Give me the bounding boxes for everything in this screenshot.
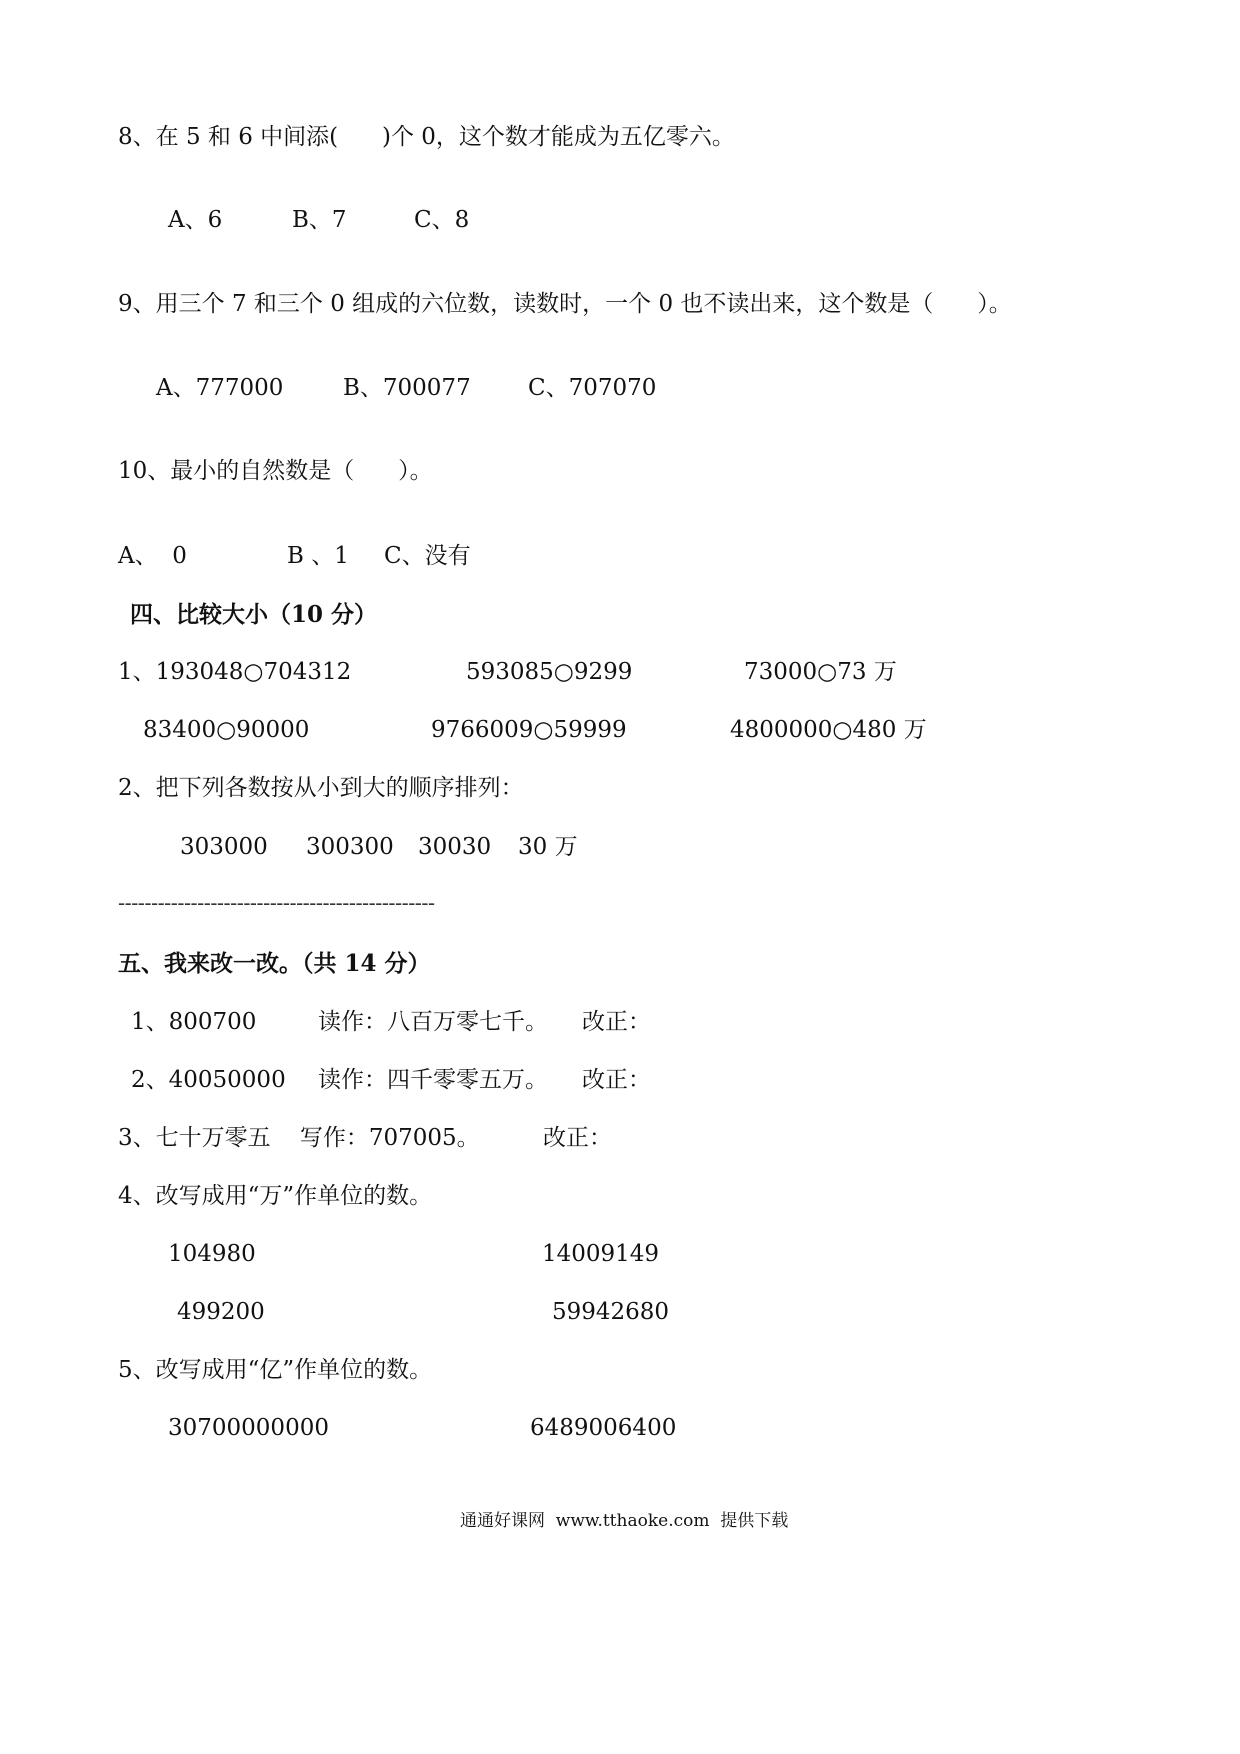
rewrite-wan-number-1: 104980 [168, 1241, 256, 1267]
compare-item-6: 4800000○480 万 [730, 717, 927, 743]
ordering-number-1: 303000 [180, 834, 268, 860]
question-8-option-b: B、7 [292, 207, 347, 233]
question-9-option-c: C、707070 [528, 375, 657, 401]
correction-3-text: 3、七十万零五 写作：707005。 [118, 1125, 480, 1151]
question-9-option-b: B、700077 [343, 375, 471, 401]
rewrite-yi-stem: 5、改写成用“亿”作单位的数。 [118, 1357, 433, 1383]
correction-2-number: 2、40050000 [131, 1067, 286, 1093]
ordering-stem: 2、把下列各数按从小到大的顺序排列： [118, 775, 524, 801]
question-9-option-a: A、777000 [156, 375, 284, 401]
page-footer: 通通好课网 www.tthaoke.com 提供下载 [460, 1511, 789, 1531]
ordering-number-3: 30030 [418, 834, 492, 860]
correction-1-reading: 读作：八百万零七千。 [318, 1009, 548, 1035]
rewrite-yi-number-1: 30700000000 [168, 1415, 329, 1441]
question-10-option-c: C、没有 [384, 543, 471, 569]
rewrite-wan-stem: 4、改写成用“万”作单位的数。 [118, 1183, 433, 1209]
compare-item-5: 9766009○59999 [431, 717, 627, 743]
ordering-number-2: 300300 [306, 834, 394, 860]
compare-item-4: 83400○90000 [143, 717, 310, 743]
rewrite-wan-number-3: 499200 [177, 1299, 265, 1325]
answer-dashed-line: ------------------------------------------------ [118, 891, 435, 915]
section-5-title: 五、我来改一改。（共 14 分） [118, 950, 431, 977]
question-10-stem: 10、最小的自然数是（ ）。 [118, 458, 433, 484]
compare-item-3: 73000○73 万 [744, 659, 897, 685]
question-8-option-c: C、8 [414, 207, 470, 233]
correction-1-fix-label: 改正： [582, 1009, 651, 1035]
rewrite-wan-number-4: 59942680 [552, 1299, 670, 1325]
ordering-number-4: 30 万 [518, 834, 578, 860]
question-10-option-b: B 、1 [287, 543, 349, 569]
compare-item-2: 593085○9299 [466, 659, 633, 685]
correction-2-fix-label: 改正： [582, 1067, 651, 1093]
question-10-option-a: A、 0 [118, 543, 187, 569]
question-9-stem: 9、用三个 7 和三个 0 组成的六位数，读数时，一个 0 也不读出来，这个数是（ ）。 [118, 291, 1012, 317]
correction-1-number: 1、800700 [131, 1009, 257, 1035]
compare-item-1: 1、193048○704312 [118, 659, 352, 685]
rewrite-wan-number-2: 14009149 [542, 1241, 660, 1267]
question-8-stem: 8、在 5 和 6 中间添( )个 0，这个数才能成为五亿零六。 [118, 124, 735, 150]
section-4-title: 四、比较大小（10 分） [130, 601, 378, 628]
correction-2-reading: 读作：四千零零五万。 [318, 1067, 548, 1093]
rewrite-yi-number-2: 6489006400 [530, 1415, 677, 1441]
question-8-option-a: A、6 [168, 207, 223, 233]
correction-3-fix-label: 改正： [543, 1125, 612, 1151]
